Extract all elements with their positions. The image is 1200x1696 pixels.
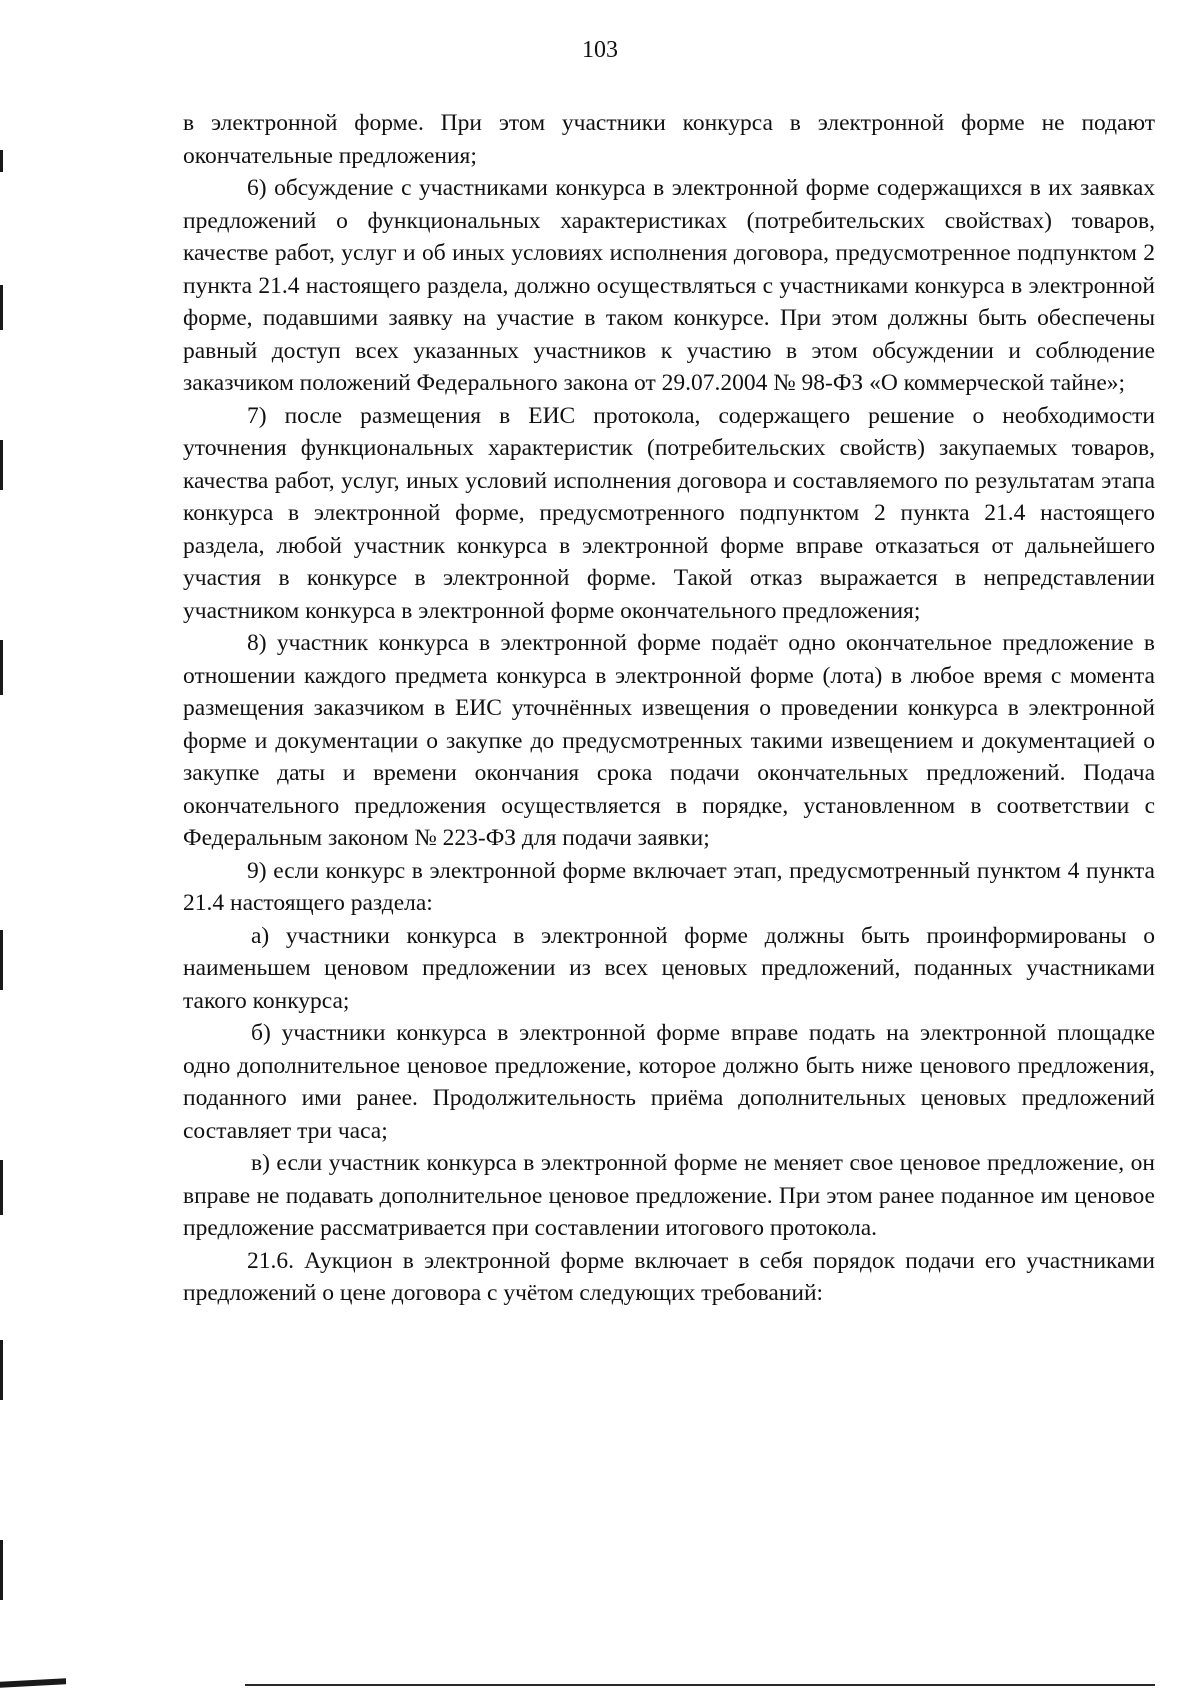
scan-edge-mark	[0, 440, 3, 490]
scan-edge-mark	[0, 1340, 3, 1400]
document-body	[183, 107, 1155, 1310]
scan-edge-mark	[0, 150, 3, 172]
scan-edge-mark	[0, 640, 3, 695]
page-number: 103	[582, 37, 618, 63]
paragraph-subitem-b: б) участники конкурса в электронной форме вправе подать на электронной площадке одно дополнительное ценовое предложение, которое должно быть ниже ценового предложения, поданного ими ранее. Продолжительность приёма дополнительных ценовых предложений составляет три часа;	[183, 1020, 1155, 1144]
paragraph-subitem-a: а) участники конкурса в электронной форме должны быть проинформированы о наименьшем ценовом предложении из всех ценовых предложений, поданных участниками такого конкурса;	[183, 922, 1155, 1014]
paragraph-subitem-v: в) если участник конкурса в электронной форме не меняет свое ценовое предложение, он вправе не подавать дополнительное ценовое предложение. При этом ранее поданное им ценовое предложение рассматривается при составлении итогового протокола.	[183, 1150, 1155, 1241]
scan-edge-mark	[0, 1160, 3, 1215]
scan-edge-mark	[0, 1540, 3, 1600]
paragraph-item-9: 9) если конкурс в электронной форме включает этап, предусмотренный пунктом 4 пункта 21.4 настоящего раздела:	[183, 857, 1155, 916]
paragraph-item-6: 6) обсуждение с участниками конкурса в электронной форме содержащихся в их заявках предложений о функциональных характеристиках (потребительских свойствах) товаров, качестве работ, услуг и об иных условиях исполнения договора, предусмотренное подпунктом 2 пункта 21.4 настоящего раздела, должно осуществляться с участниками конкурса в электронной форме, подавшими заявку на участие в таком конкурсе. При этом должны быть обеспечены равный доступ всех указанных участников к участию в этом обсуждении и соблюдение заказчиком положений Федерального закона от 29.07.2004 № 98-ФЗ «О коммерческой тайне»;	[183, 175, 1155, 396]
paragraph-continuation: в электронной форме. При этом участники конкурса в электронной форме не подают окончательные предложения;	[183, 110, 1155, 169]
paragraph-item-7: 7) после размещения в ЕИС протокола, содержащего решение о необходимости уточнения функциональных характеристик (потребительских свойств) закупаемых товаров, качества работ, услуг, иных условий исполнения договора и составляемого по результатам этапа конкурса в электронной форме, предусмотренного подпунктом 2 пункта 21.4 настоящего раздела, любой участник конкурса в электронной форме вправе отказаться от дальнейшего участия в конкурсе в электронной форме. Такой отказ выражается в непредставлении участником конкурса в электронной форме окончательного предложения;	[183, 402, 1155, 624]
paragraph-section-21-6: 21.6. Аукцион в электронной форме включает в себя порядок подачи его участниками предложений о цене договора с учётом следующих требований:	[183, 1247, 1155, 1306]
scan-edge-mark	[0, 930, 3, 990]
scan-corner-mark	[0, 1678, 66, 1687]
scan-edge-mark	[0, 285, 3, 330]
bottom-rule	[245, 1684, 1155, 1686]
paragraph-item-8: 8) участник конкурса в электронной форме подаёт одно окончательное предложение в отношении каждого предмета конкурса в электронной форме (лота) в любое время с момента размещения заказчиком в ЕИС уточнённых извещения о проведении конкурса в электронной форме и документации о закупке до предусмотренных такими извещением и документацией о закупке даты и времени окончания срока подачи окончательных предложений. Подача окончательного предложения осуществляется в порядке, установленном в соответствии с Федеральным законом № 223-ФЗ для подачи заявки;	[183, 630, 1155, 851]
